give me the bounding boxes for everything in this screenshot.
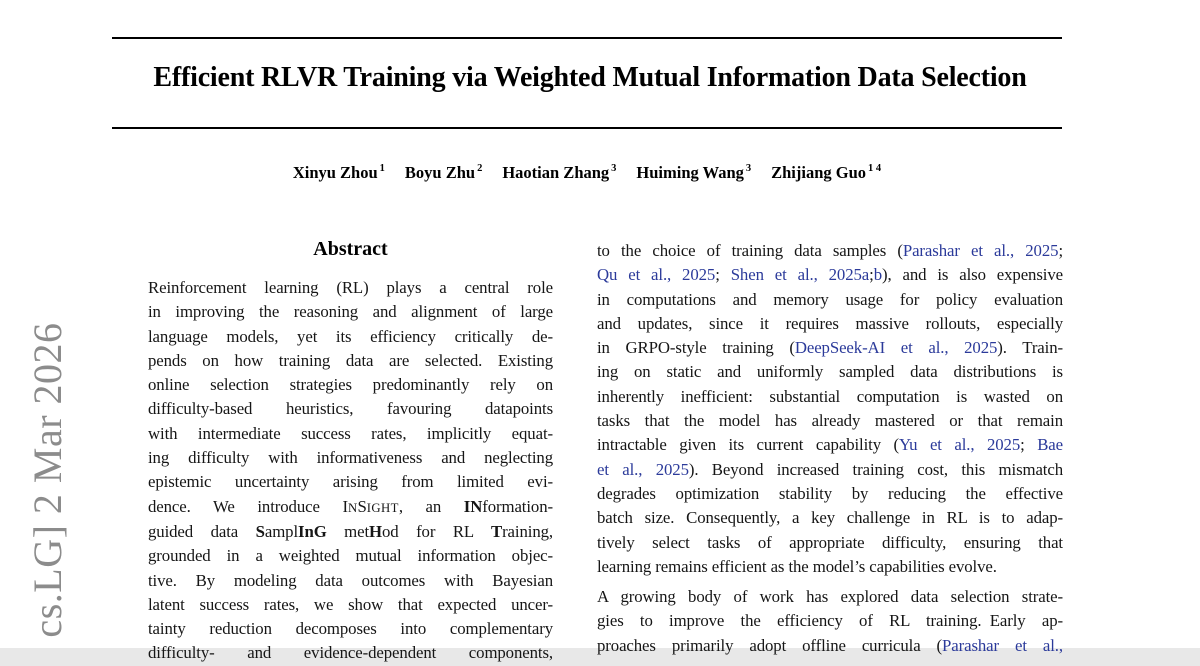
- text-segment: ing difficulty with informativeness and neglecting: [148, 448, 553, 468]
- author-affiliation-sup: 2: [477, 162, 483, 174]
- paper-title: Efficient RLVR Training via Weighted Mutual Information Data Selection: [153, 62, 1027, 93]
- author-name: Boyu Zhu $^2$: [404, 162, 483, 182]
- text-segment: dence. We introduce: [148, 496, 343, 516]
- text-segment: latent success rates, we show that expected uncer-: [148, 594, 553, 614]
- text-segment: ). Train-: [997, 338, 1063, 358]
- text-line: [148, 593, 553, 617]
- text-segment: od for RL: [381, 521, 491, 541]
- text-segment: tainty reduction decomposes into complementary: [148, 619, 553, 639]
- citation-link[interactable]: Yu et al., 2025: [899, 435, 1021, 455]
- author-affiliation-sup: 3: [611, 162, 617, 174]
- text-segment: batch size. Consequently, a key challenge in RL is to adap-: [597, 508, 1063, 528]
- text-segment: A growing body of work has explored data selection strate-: [597, 587, 1063, 607]
- text-segment: S: [255, 521, 265, 541]
- text-segment: formation-: [482, 496, 553, 516]
- text-segment: I: [342, 496, 348, 516]
- text-line: [597, 585, 1063, 609]
- text-segment: to the choice of training data samples (: [597, 241, 903, 260]
- text-segment: with intermediate success rates, implicitly equat-: [148, 423, 553, 443]
- citation-link[interactable]: Qu et al., 2025: [597, 265, 716, 285]
- text-line: [148, 325, 553, 349]
- text-line: [597, 360, 1063, 384]
- text-line: [597, 458, 1063, 482]
- abstract-heading: Abstract: [313, 238, 388, 260]
- author-name: Huiming Wang $^3$: [636, 162, 752, 182]
- text-line: [148, 276, 553, 300]
- author-name: Xinyu Zhou $^1$: [292, 162, 385, 182]
- text-line: [597, 385, 1063, 409]
- text-line: [148, 373, 553, 397]
- intro-column: [597, 239, 1063, 658]
- text-segment: grounded in a weighted mutual information objec-: [148, 546, 553, 566]
- citation-link[interactable]: Bae: [1037, 435, 1063, 455]
- citation-link[interactable]: et al., 2025: [597, 459, 689, 479]
- text-segment: S: [357, 496, 367, 516]
- text-segment: in computations and memory usage for policy evaluation: [597, 289, 1063, 309]
- citation-link[interactable]: DeepSeek-AI et al., 2025: [794, 338, 998, 358]
- text-segment: difficulty- and evidence-dependent components,: [148, 643, 553, 663]
- text-segment: raining,: [502, 521, 553, 541]
- text-segment: ampl: [264, 521, 299, 541]
- text-line: [597, 609, 1063, 633]
- text-line: [597, 433, 1063, 457]
- text-segment: ;: [715, 265, 731, 285]
- text-segment: and updates, since it requires massive rollouts, especially: [597, 313, 1063, 333]
- text-segment: gies to improve the efficiency of RL training. Early ap-: [597, 611, 1063, 631]
- text-segment: IN: [463, 496, 483, 516]
- text-line: [148, 349, 553, 373]
- author-affiliation-sup: 1: [379, 162, 385, 174]
- citation-link[interactable]: Parashar et al.,: [942, 635, 1063, 655]
- text-segment: degrades optimization stability by reducing the effective: [597, 483, 1063, 503]
- header-rule-bottom: [112, 127, 1062, 129]
- text-segment: tasks that the model has already mastered or that remain: [597, 411, 1063, 431]
- text-segment: difficulty-based heuristics, favouring datapoints: [148, 399, 553, 419]
- text-line: [148, 470, 553, 494]
- text-segment: online selection strategies predominantly rely on: [148, 375, 553, 395]
- citation-link[interactable]: b: [873, 265, 882, 285]
- text-segment: ing on static and uniformly sampled data distributions is: [597, 362, 1063, 382]
- text-segment: language models, yet its efficiency critically de-: [148, 326, 553, 346]
- text-segment: pends on how training data are selected. Existing: [148, 350, 553, 370]
- text-line: [597, 555, 1063, 579]
- text-segment: learning remains efficient as the model’s capabilities evolve.: [597, 556, 997, 576]
- author-name: Zhijiang Guo $^{1 4}$: [771, 162, 882, 182]
- text-line: [597, 336, 1063, 360]
- text-segment: ). Beyond increased training cost, this mismatch: [688, 459, 1063, 479]
- text-segment: IGHT: [366, 500, 399, 515]
- text-line: [148, 300, 553, 324]
- text-segment: T: [490, 521, 503, 541]
- text-line: [597, 239, 1063, 263]
- text-segment: intractable given its current capability (: [597, 435, 900, 455]
- header-rule-top: [112, 37, 1062, 39]
- abstract-body: [148, 276, 553, 666]
- text-segment: N: [347, 500, 358, 515]
- text-line: [148, 520, 553, 544]
- text-line: [148, 544, 553, 568]
- paragraph: [597, 239, 1063, 579]
- text-line: [148, 446, 553, 470]
- text-segment: ), and is also expensive: [881, 265, 1063, 285]
- author-name: Haotian Zhang $^3$: [502, 162, 617, 182]
- text-segment: tive. By modeling data outcomes with Bayesian: [148, 570, 553, 590]
- text-segment: met: [326, 521, 370, 541]
- citation-link[interactable]: Parashar et al., 2025: [902, 241, 1059, 260]
- paragraph: [148, 276, 553, 666]
- text-segment: inherently inefficient: substantial computation is wasted on: [597, 386, 1063, 406]
- author-affiliation-sup: 1 4: [868, 162, 882, 174]
- text-segment: guided data: [148, 521, 256, 541]
- text-line: [597, 482, 1063, 506]
- text-segment: tively select tasks of appropriate difficulty, ensuring that: [597, 532, 1063, 552]
- text-line: [597, 506, 1063, 530]
- text-line: [597, 288, 1063, 312]
- text-segment: epistemic uncertainty arising from limited evi-: [148, 472, 553, 492]
- text-segment: ;: [869, 265, 874, 285]
- text-line: [148, 397, 553, 421]
- text-segment: ;: [1058, 241, 1063, 260]
- text-segment: H: [369, 521, 382, 541]
- text-line: [148, 422, 553, 446]
- citation-link[interactable]: Shen et al., 2025a: [730, 265, 870, 285]
- text-segment: proaches primarily adopt offline curricula (: [597, 635, 943, 655]
- text-line: [597, 312, 1063, 336]
- author-line: [112, 163, 1062, 183]
- text-segment: in improving the reasoning and alignment of large: [148, 302, 553, 322]
- text-segment: , an: [398, 496, 464, 516]
- text-line: [148, 641, 553, 665]
- text-segment: InG: [298, 521, 327, 541]
- text-line: [597, 531, 1063, 555]
- text-segment: Reinforcement learning (RL) plays a central role: [148, 278, 553, 297]
- author-affiliation-sup: 3: [745, 162, 752, 174]
- paragraph: [597, 585, 1063, 658]
- text-segment: ;: [1020, 435, 1038, 455]
- text-line: [597, 634, 1063, 658]
- text-line: [148, 617, 553, 641]
- text-line: [148, 495, 553, 520]
- text-line: [597, 263, 1063, 287]
- arxiv-watermark: cs.LG] 2 Mar 2026: [25, 322, 70, 638]
- text-line: [597, 409, 1063, 433]
- text-segment: in GRPO-style training (: [597, 338, 795, 358]
- text-line: [148, 569, 553, 593]
